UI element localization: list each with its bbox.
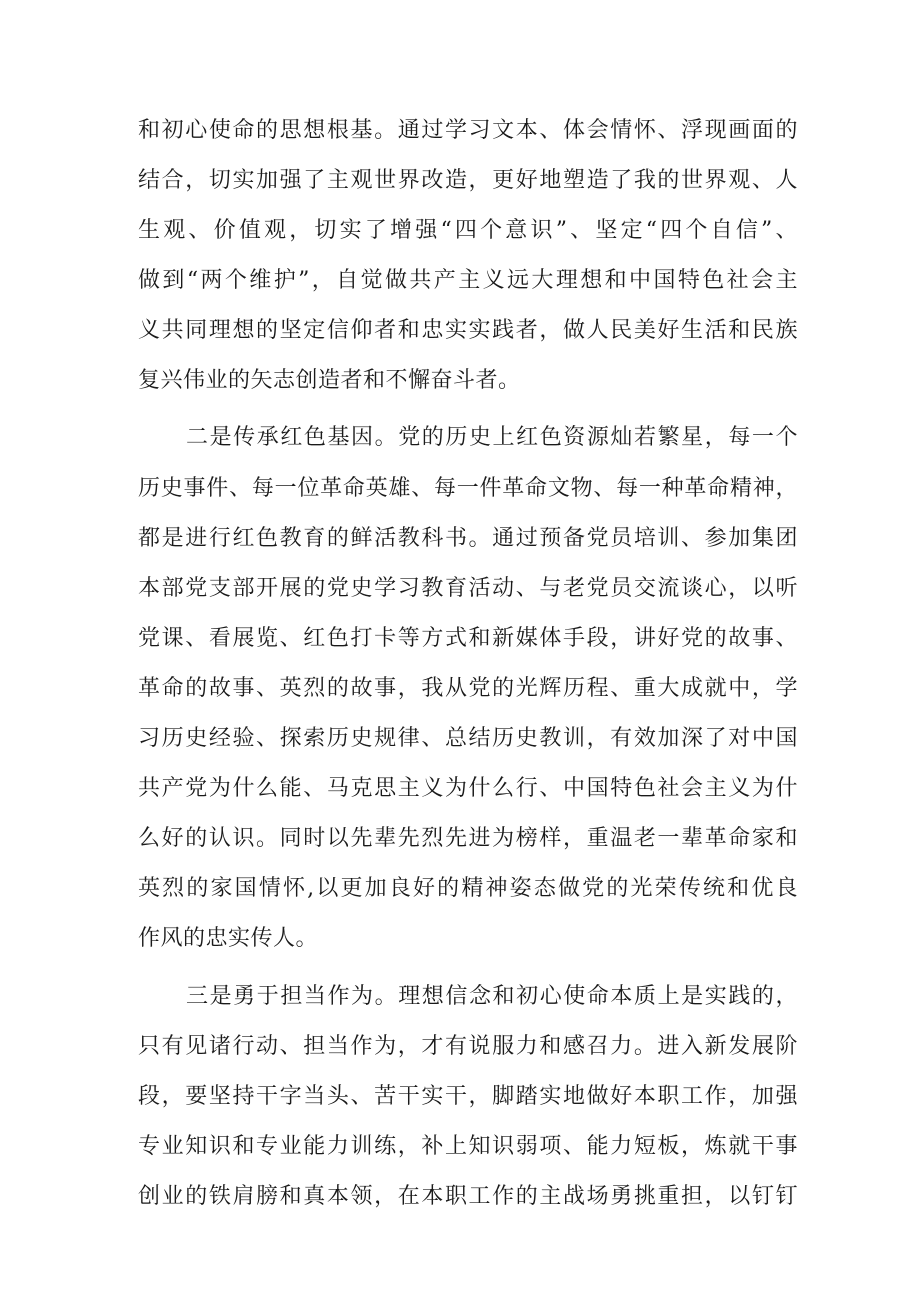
text-line: 结合，切实加强了主观世界改造，更好地塑造了我的世界观、人 — [138, 168, 798, 193]
paragraph-end-line: 作风的忠实传人。 — [138, 926, 319, 951]
text-line: 义共同理想的坚定信仰者和忠实实践者，做人民美好生活和民族 — [138, 318, 798, 343]
text-line: 生观、价值观，切实了增强“四个意识”、坚定“四个自信”、 — [138, 218, 798, 243]
text-line: 创业的铁肩膀和真本领，在本职工作的主战场勇挑重担，以钉钉 — [138, 1184, 798, 1209]
text-line: 革命的故事、英烈的故事，我从党的光辉历程、重大成就中，学 — [138, 676, 798, 701]
text-line: 做到“两个维护”，自觉做共产主义远大理想和中国特色社会主 — [138, 268, 798, 293]
text-line: 共产党为什么能、马克思主义为什么行、中国特色社会主义为什 — [138, 776, 798, 801]
text-line: 和初心使命的思想根基。通过学习文本、体会情怀、浮现画面的 — [138, 118, 798, 143]
text-line: 党课、看展览、红色打卡等方式和新媒体手段，讲好党的故事、 — [138, 626, 798, 651]
text-line: 么好的认识。同时以先辈先烈先进为榜样，重温老一辈革命家和 — [138, 826, 798, 851]
text-line: 都是进行红色教育的鲜活教科书。通过预备党员培训、参加集团 — [138, 526, 798, 551]
text-line: 历史事件、每一位革命英雄、每一件革命文物、每一种革命精神， — [138, 476, 798, 501]
text-line: 习历史经验、探索历史规律、总结历史教训，有效加深了对中国 — [138, 726, 798, 751]
text-line: 英烈的家国情怀,以更加良好的精神姿态做党的光荣传统和优良 — [138, 876, 798, 901]
text-line: 专业知识和专业能力训练，补上知识弱项、能力短板，炼就干事 — [138, 1134, 798, 1159]
text-line: 段，要坚持干字当头、苦干实干，脚踏实地做好本职工作，加强 — [138, 1084, 798, 1109]
text-line: 本部党支部开展的党史学习教育活动、与老党员交流谈心，以听 — [138, 576, 798, 601]
paragraph-heading-line: 二是传承红色基因。党的历史上红色资源灿若繁星，每一个 — [186, 425, 798, 450]
text-line: 只有见诸行动、担当作为，才有说服力和感召力。进入新发展阶 — [138, 1034, 798, 1059]
paragraph-end-line: 复兴伟业的矢志创造者和不懈奋斗者。 — [138, 368, 521, 393]
paragraph-heading-line: 三是勇于担当作为。理想信念和初心使命本质上是实践的， — [186, 984, 798, 1009]
